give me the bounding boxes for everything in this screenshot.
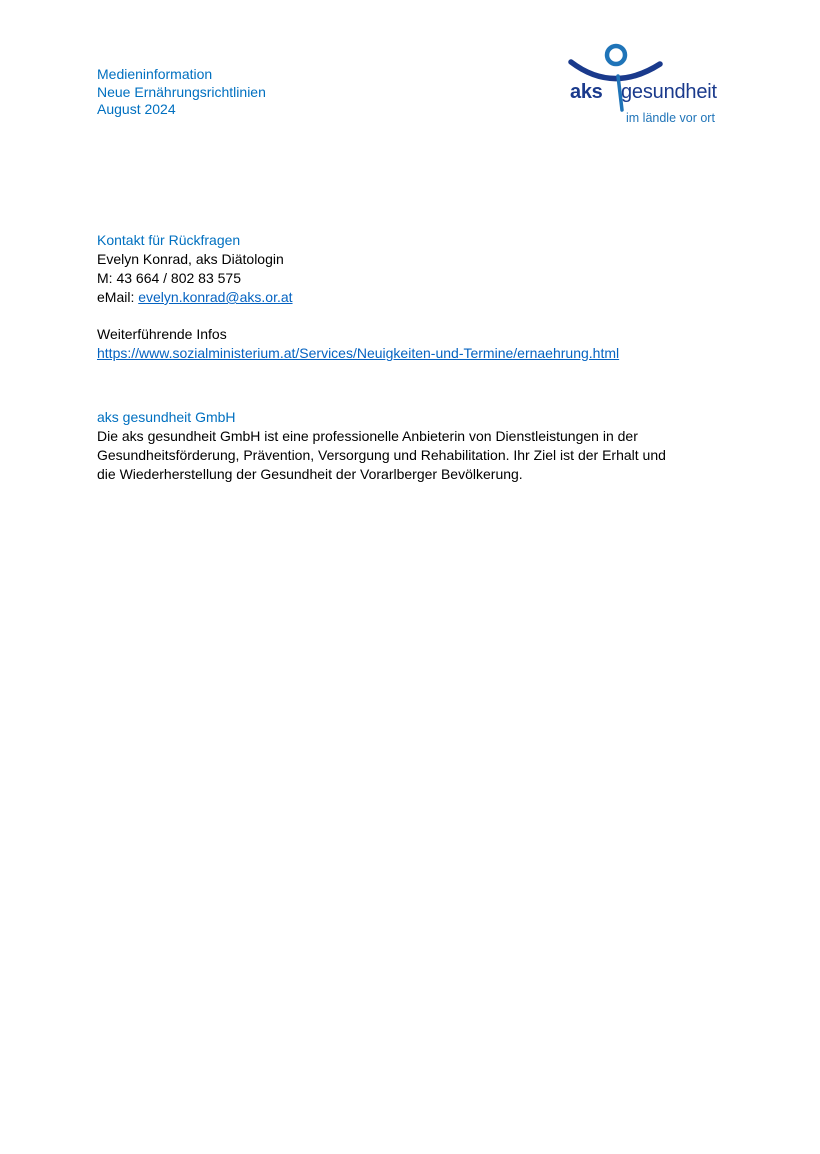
company-description-line: Gesundheitsförderung, Prävention, Versorgung und Rehabilitation. Ihr Ziel ist der Erhalt und bbox=[97, 447, 666, 463]
logo-brand-bold: aks bbox=[570, 81, 603, 103]
contact-name: Evelyn Konrad, aks Diätologin bbox=[97, 251, 284, 267]
logo-tagline: im ländle vor ort bbox=[626, 111, 715, 125]
company-heading: aks gesundheit GmbH bbox=[97, 409, 236, 425]
company-description-line: die Wiederherstellung der Gesundheit der Vorarlberger Bevölkerung. bbox=[97, 466, 523, 482]
contact-email-link[interactable]: evelyn.konrad@aks.or.at bbox=[138, 289, 293, 305]
company-section bbox=[97, 408, 727, 484]
company-description-line: Die aks gesundheit GmbH ist eine professionelle Anbieterin von Dienstleistungen in der bbox=[97, 428, 638, 444]
header-subject: Neue Ernährungsrichtlinien bbox=[97, 83, 266, 100]
aks-logo bbox=[568, 42, 728, 128]
contact-phone: M: 43 664 / 802 83 575 bbox=[97, 270, 241, 286]
infos-url-link[interactable]: https://www.sozialministerium.at/Services/Neuigkeiten-und-Termine/ernaehrung.html bbox=[97, 345, 620, 361]
infos-heading: Weiterführende Infos bbox=[97, 326, 227, 342]
logo-brand-regular: gesundheit bbox=[621, 81, 717, 103]
contact-section bbox=[97, 231, 293, 307]
header-doc-type: Medieninformation bbox=[97, 66, 213, 82]
contact-email-label: eMail: bbox=[97, 289, 139, 305]
document-header bbox=[97, 66, 266, 119]
infos-section bbox=[97, 325, 619, 363]
contact-email-row bbox=[97, 288, 293, 307]
company-description bbox=[97, 427, 727, 484]
contact-heading: Kontakt für Rückfragen bbox=[97, 232, 241, 248]
header-date: August 2024 bbox=[97, 101, 176, 117]
